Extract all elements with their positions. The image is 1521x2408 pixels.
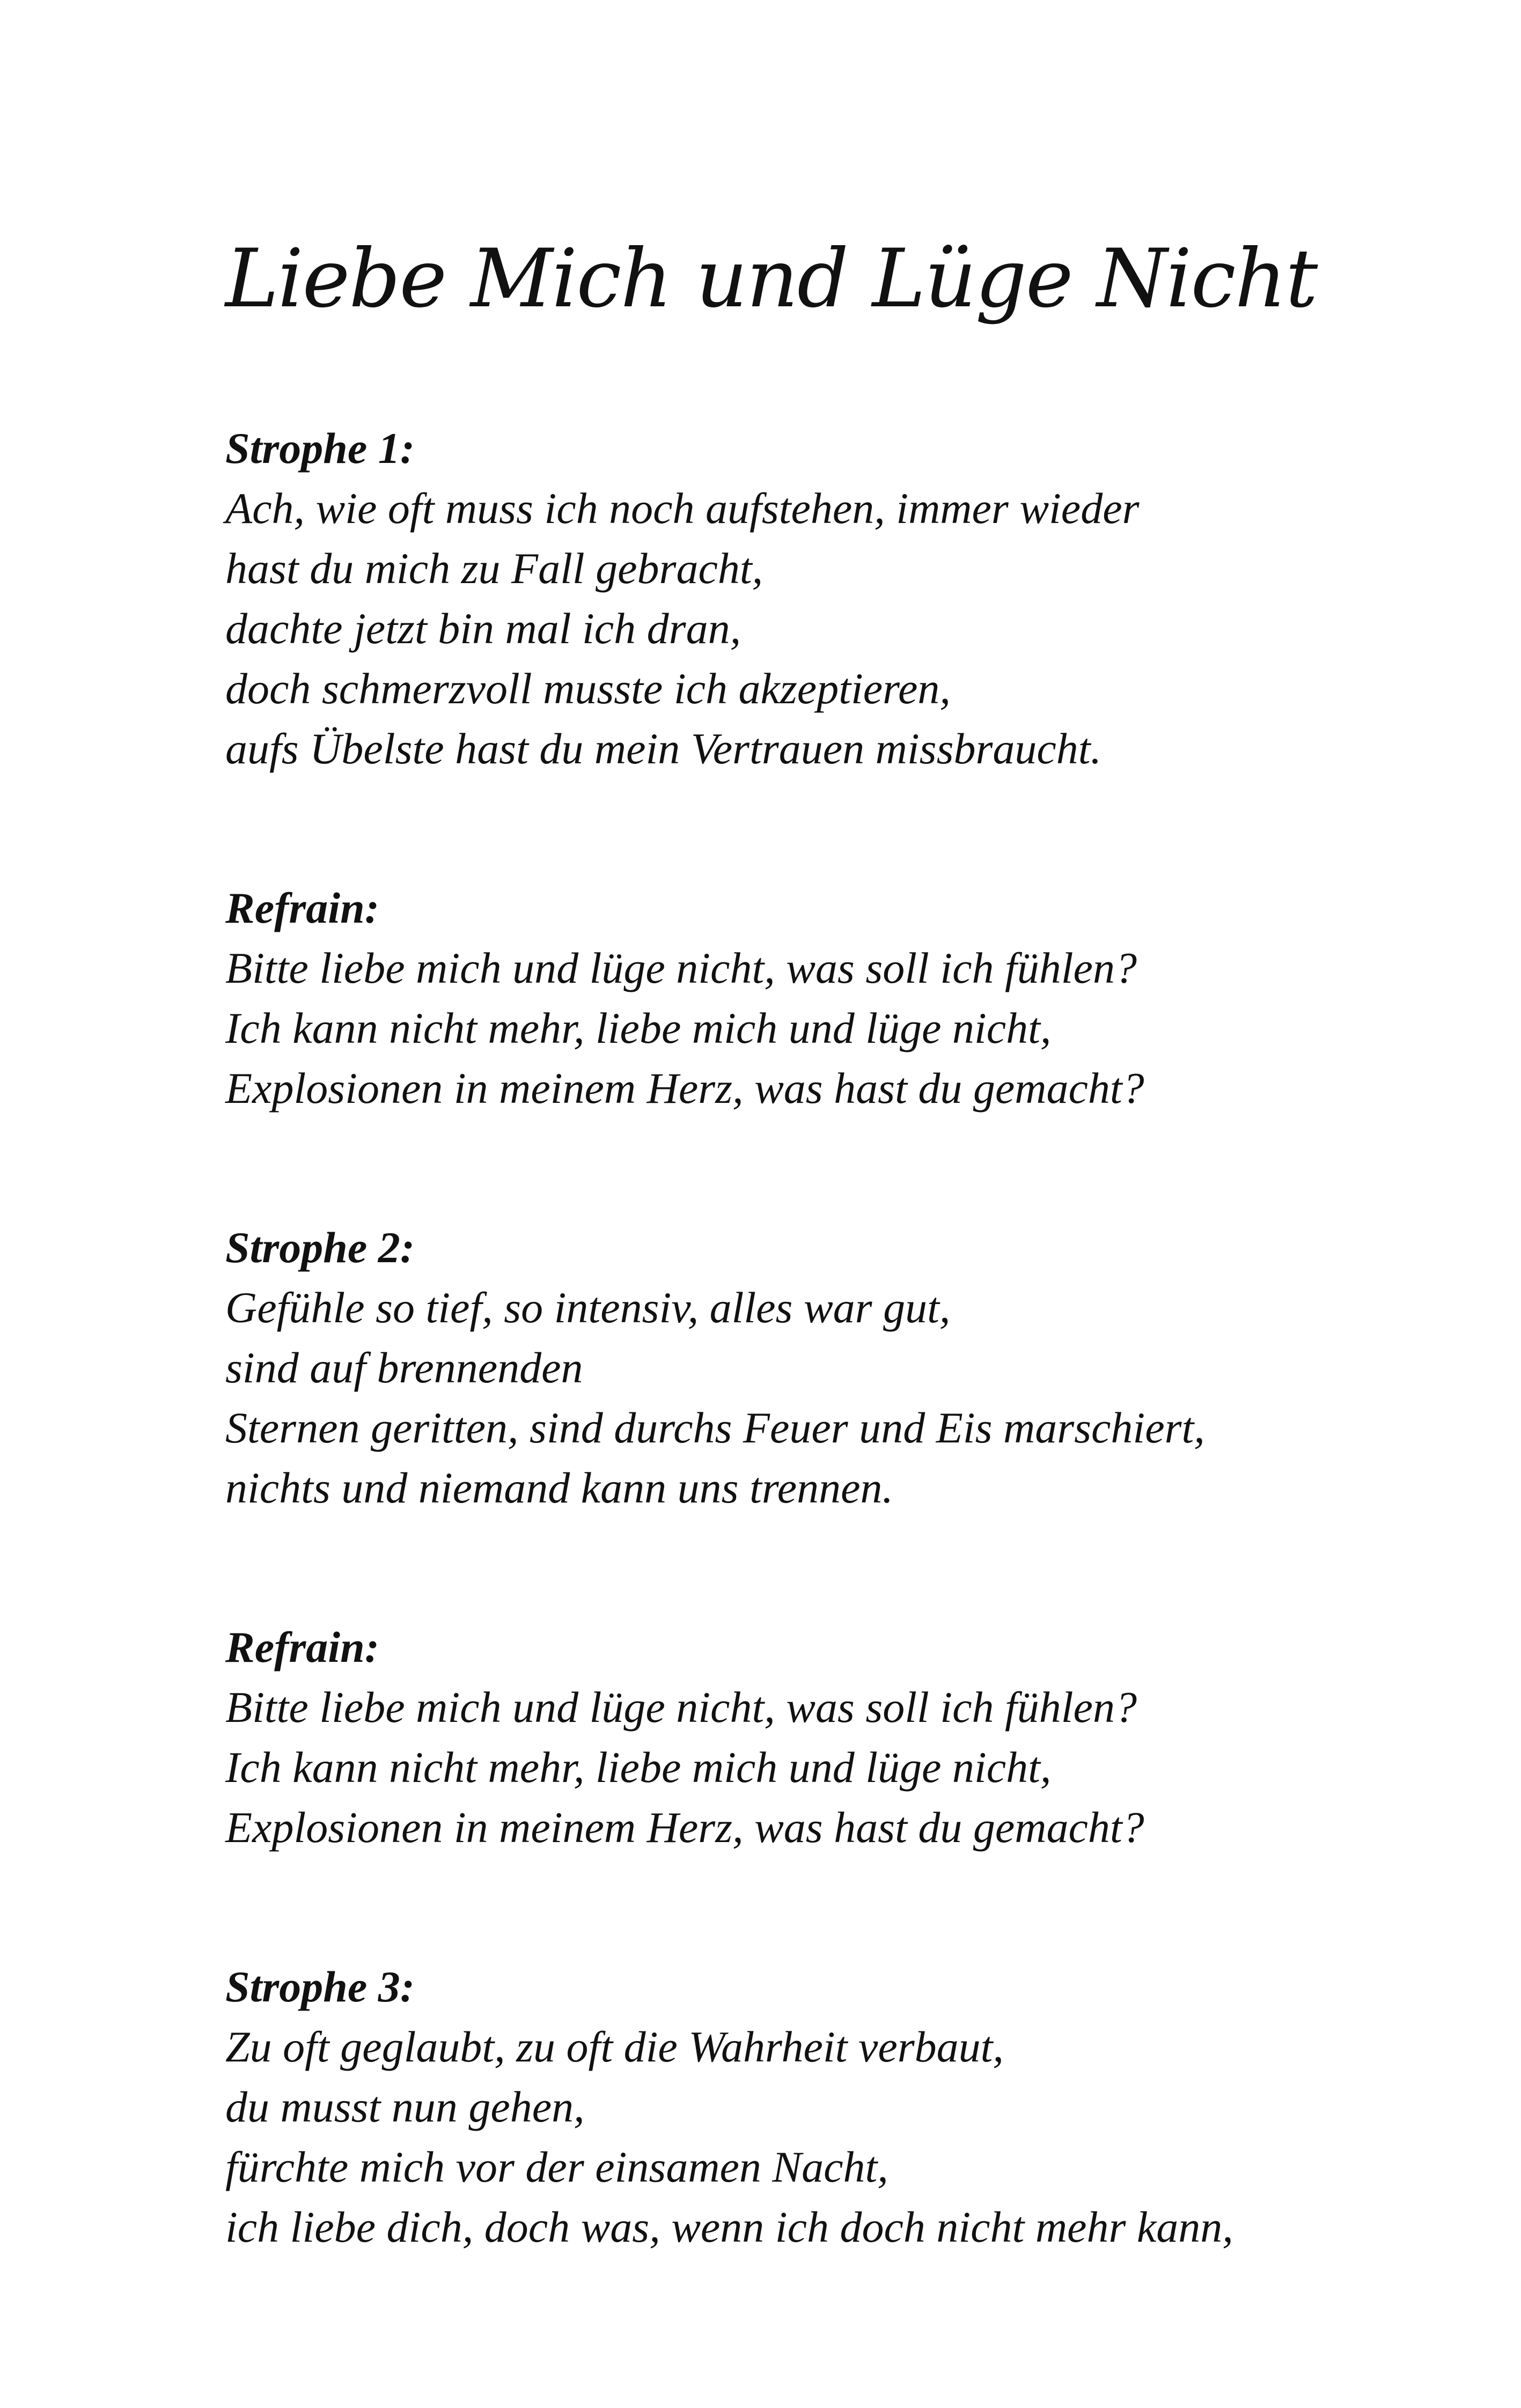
lyric-line: Ach, wie oft muss ich noch aufstehen, immer wieder xyxy=(225,484,1140,533)
section-heading: Refrain: xyxy=(225,1623,379,1671)
section-refrain-1 xyxy=(225,878,1459,1118)
lyric-line: Explosionen in meinem Herz, was hast du gemacht? xyxy=(225,1803,1144,1852)
lyric-line: Zu oft geglaubt, zu oft die Wahrheit verbaut, xyxy=(225,2022,1004,2071)
lyric-line: Gefühle so tief, so intensiv, alles war gut, xyxy=(225,1283,951,1332)
lyric-line: Bitte liebe mich und lüge nicht, was soll ich fühlen? xyxy=(225,1683,1137,1732)
lyric-line: Ich kann nicht mehr, liebe mich und lüge nicht, xyxy=(225,1743,1052,1792)
lyric-line: Bitte liebe mich und lüge nicht, was soll ich fühlen? xyxy=(225,944,1137,992)
page-title: Liebe Mich und Lüge Nicht xyxy=(225,232,1317,326)
lyric-line: hast du mich zu Fall gebracht, xyxy=(225,544,763,593)
lyric-line: fürchte mich vor der einsamen Nacht, xyxy=(225,2142,888,2191)
lyric-line: Explosionen in meinem Herz, was hast du gemacht? xyxy=(225,1064,1144,1113)
lyric-line: dachte jetzt bin mal ich dran, xyxy=(225,604,741,653)
section-heading: Refrain: xyxy=(225,883,379,932)
section-refrain-2 xyxy=(225,1617,1459,1858)
lyric-line: ich liebe dich, doch was, wenn ich doch nicht mehr kann, xyxy=(225,2203,1233,2251)
section-heading: Strophe 1: xyxy=(225,424,415,473)
lyric-line: Ich kann nicht mehr, liebe mich und lüge nicht, xyxy=(225,1004,1052,1052)
section-heading: Strophe 2: xyxy=(225,1223,415,1272)
lyric-line: Sternen geritten, sind durchs Feuer und Eis marschiert, xyxy=(225,1403,1205,1452)
lyric-line: sind auf brennenden xyxy=(225,1343,583,1392)
section-heading: Strophe 3: xyxy=(225,1962,415,2011)
lyric-line: du musst nun gehen, xyxy=(225,2082,585,2131)
lyrics-body xyxy=(225,418,1459,2357)
section-strophe-1 xyxy=(225,418,1459,779)
lyric-line: doch schmerzvoll musste ich akzeptieren, xyxy=(225,664,951,713)
section-strophe-3 xyxy=(225,1957,1459,2257)
lyric-line: nichts und niemand kann uns trennen. xyxy=(225,1463,894,1512)
lyric-line: aufs Übelste hast du mein Vertrauen missbraucht. xyxy=(225,724,1102,773)
section-strophe-2 xyxy=(225,1218,1459,1518)
